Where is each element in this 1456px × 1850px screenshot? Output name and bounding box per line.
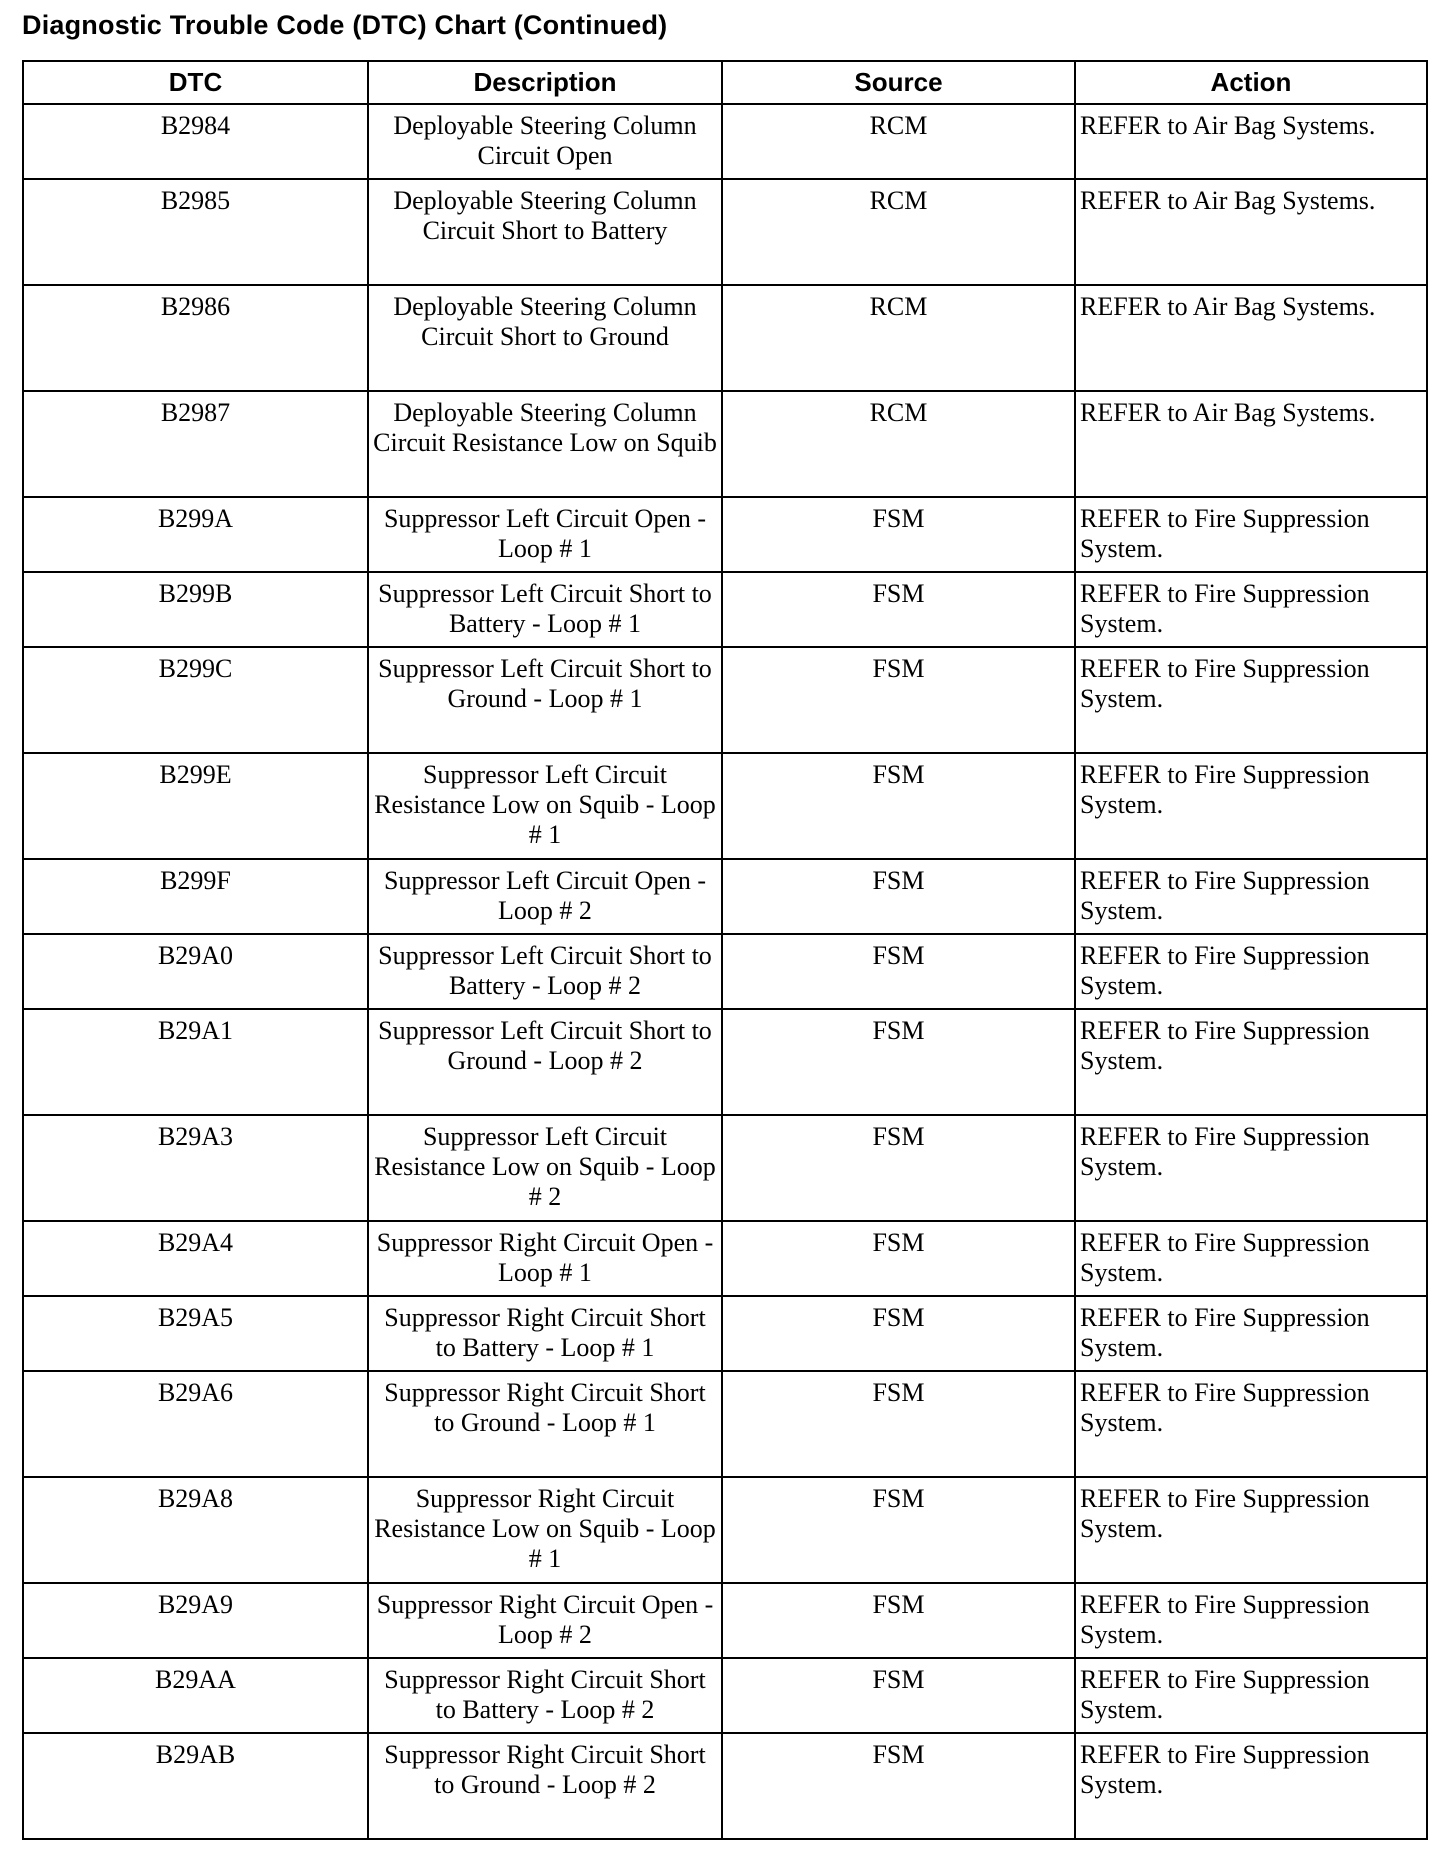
dtc-cell: B2987 [23,391,368,497]
dtc-cell: B299C [23,647,368,753]
source-cell: FSM [722,572,1075,647]
description-cell: Suppressor Right Circuit Short to Battery - Loop # 2 [368,1658,722,1733]
dtc-cell: B29A6 [23,1371,368,1477]
table-row [23,104,1427,179]
action-cell: REFER to Fire Suppression System. [1075,1477,1427,1583]
action-cell: REFER to Fire Suppression System. [1075,1658,1427,1733]
source-cell: FSM [722,1009,1075,1115]
table-row [23,1583,1427,1658]
description-cell: Suppressor Left Circuit Short to Battery - Loop # 2 [368,934,722,1009]
description-cell: Suppressor Left Circuit Short to Ground - Loop # 1 [368,647,722,753]
description-cell: Suppressor Right Circuit Open - Loop # 2 [368,1583,722,1658]
source-cell: RCM [722,285,1075,391]
action-cell: REFER to Fire Suppression System. [1075,572,1427,647]
header-source: Source [722,61,1075,104]
action-cell: REFER to Fire Suppression System. [1075,1583,1427,1658]
source-cell: FSM [722,1658,1075,1733]
description-cell: Deployable Steering Column Circuit Open [368,104,722,179]
source-cell: FSM [722,1371,1075,1477]
table-row [23,1477,1427,1583]
source-cell: FSM [722,934,1075,1009]
table-row [23,934,1427,1009]
source-cell: FSM [722,647,1075,753]
description-cell: Deployable Steering Column Circuit Resistance Low on Squib [368,391,722,497]
description-cell: Suppressor Right Circuit Short to Battery - Loop # 1 [368,1296,722,1371]
action-cell: REFER to Fire Suppression System. [1075,497,1427,572]
description-cell: Deployable Steering Column Circuit Short to Ground [368,285,722,391]
action-cell: REFER to Fire Suppression System. [1075,1371,1427,1477]
dtc-cell: B29A5 [23,1296,368,1371]
action-cell: REFER to Air Bag Systems. [1075,104,1427,179]
description-cell: Suppressor Right Circuit Open - Loop # 1 [368,1221,722,1296]
dtc-cell: B2984 [23,104,368,179]
source-cell: RCM [722,104,1075,179]
action-cell: REFER to Fire Suppression System. [1075,1009,1427,1115]
dtc-cell: B29A8 [23,1477,368,1583]
description-cell: Suppressor Left Circuit Open - Loop # 1 [368,497,722,572]
table-row [23,1115,1427,1221]
table-row [23,1221,1427,1296]
source-cell: FSM [722,859,1075,934]
dtc-cell: B2985 [23,179,368,285]
description-cell: Suppressor Left Circuit Open - Loop # 2 [368,859,722,934]
source-cell: FSM [722,1583,1075,1658]
description-cell: Suppressor Left Circuit Short to Battery - Loop # 1 [368,572,722,647]
header-description: Description [368,61,722,104]
action-cell: REFER to Fire Suppression System. [1075,1221,1427,1296]
source-cell: FSM [722,1115,1075,1221]
description-cell: Deployable Steering Column Circuit Short to Battery [368,179,722,285]
dtc-cell: B2986 [23,285,368,391]
action-cell: REFER to Air Bag Systems. [1075,391,1427,497]
dtc-table [22,60,1428,1840]
action-cell: REFER to Fire Suppression System. [1075,1115,1427,1221]
action-cell: REFER to Air Bag Systems. [1075,285,1427,391]
dtc-cell: B299A [23,497,368,572]
dtc-cell: B29A0 [23,934,368,1009]
action-cell: REFER to Fire Suppression System. [1075,647,1427,753]
source-cell: FSM [722,1477,1075,1583]
table-header-row [23,61,1427,104]
action-cell: REFER to Fire Suppression System. [1075,934,1427,1009]
table-row [23,1733,1427,1839]
table-row [23,497,1427,572]
source-cell: RCM [722,179,1075,285]
description-cell: Suppressor Left Circuit Resistance Low on Squib - Loop # 1 [368,753,722,859]
table-row [23,179,1427,285]
dtc-cell: B29A3 [23,1115,368,1221]
action-cell: REFER to Air Bag Systems. [1075,179,1427,285]
table-row [23,1296,1427,1371]
table-row [23,753,1427,859]
dtc-cell: B299F [23,859,368,934]
table-row [23,1009,1427,1115]
dtc-cell: B299E [23,753,368,859]
action-cell: REFER to Fire Suppression System. [1075,859,1427,934]
dtc-cell: B29A4 [23,1221,368,1296]
source-cell: FSM [722,1296,1075,1371]
description-cell: Suppressor Right Circuit Resistance Low on Squib - Loop # 1 [368,1477,722,1583]
table-row [23,1658,1427,1733]
description-cell: Suppressor Right Circuit Short to Ground - Loop # 1 [368,1371,722,1477]
source-cell: RCM [722,391,1075,497]
description-cell: Suppressor Right Circuit Short to Ground - Loop # 2 [368,1733,722,1839]
dtc-cell: B299B [23,572,368,647]
dtc-cell: B29AA [23,1658,368,1733]
table-row [23,647,1427,753]
action-cell: REFER to Fire Suppression System. [1075,1733,1427,1839]
header-action: Action [1075,61,1427,104]
dtc-cell: B29A1 [23,1009,368,1115]
table-row [23,285,1427,391]
header-dtc: DTC [23,61,368,104]
page-title: Diagnostic Trouble Code (DTC) Chart (Continued) [22,10,668,40]
action-cell: REFER to Fire Suppression System. [1075,753,1427,859]
source-cell: FSM [722,1221,1075,1296]
dtc-cell: B29AB [23,1733,368,1839]
action-cell: REFER to Fire Suppression System. [1075,1296,1427,1371]
table-row [23,1371,1427,1477]
source-cell: FSM [722,753,1075,859]
description-cell: Suppressor Left Circuit Resistance Low on Squib - Loop # 2 [368,1115,722,1221]
source-cell: FSM [722,497,1075,572]
dtc-cell: B29A9 [23,1583,368,1658]
table-row [23,859,1427,934]
table-row [23,391,1427,497]
description-cell: Suppressor Left Circuit Short to Ground - Loop # 2 [368,1009,722,1115]
source-cell: FSM [722,1733,1075,1839]
table-row [23,572,1427,647]
